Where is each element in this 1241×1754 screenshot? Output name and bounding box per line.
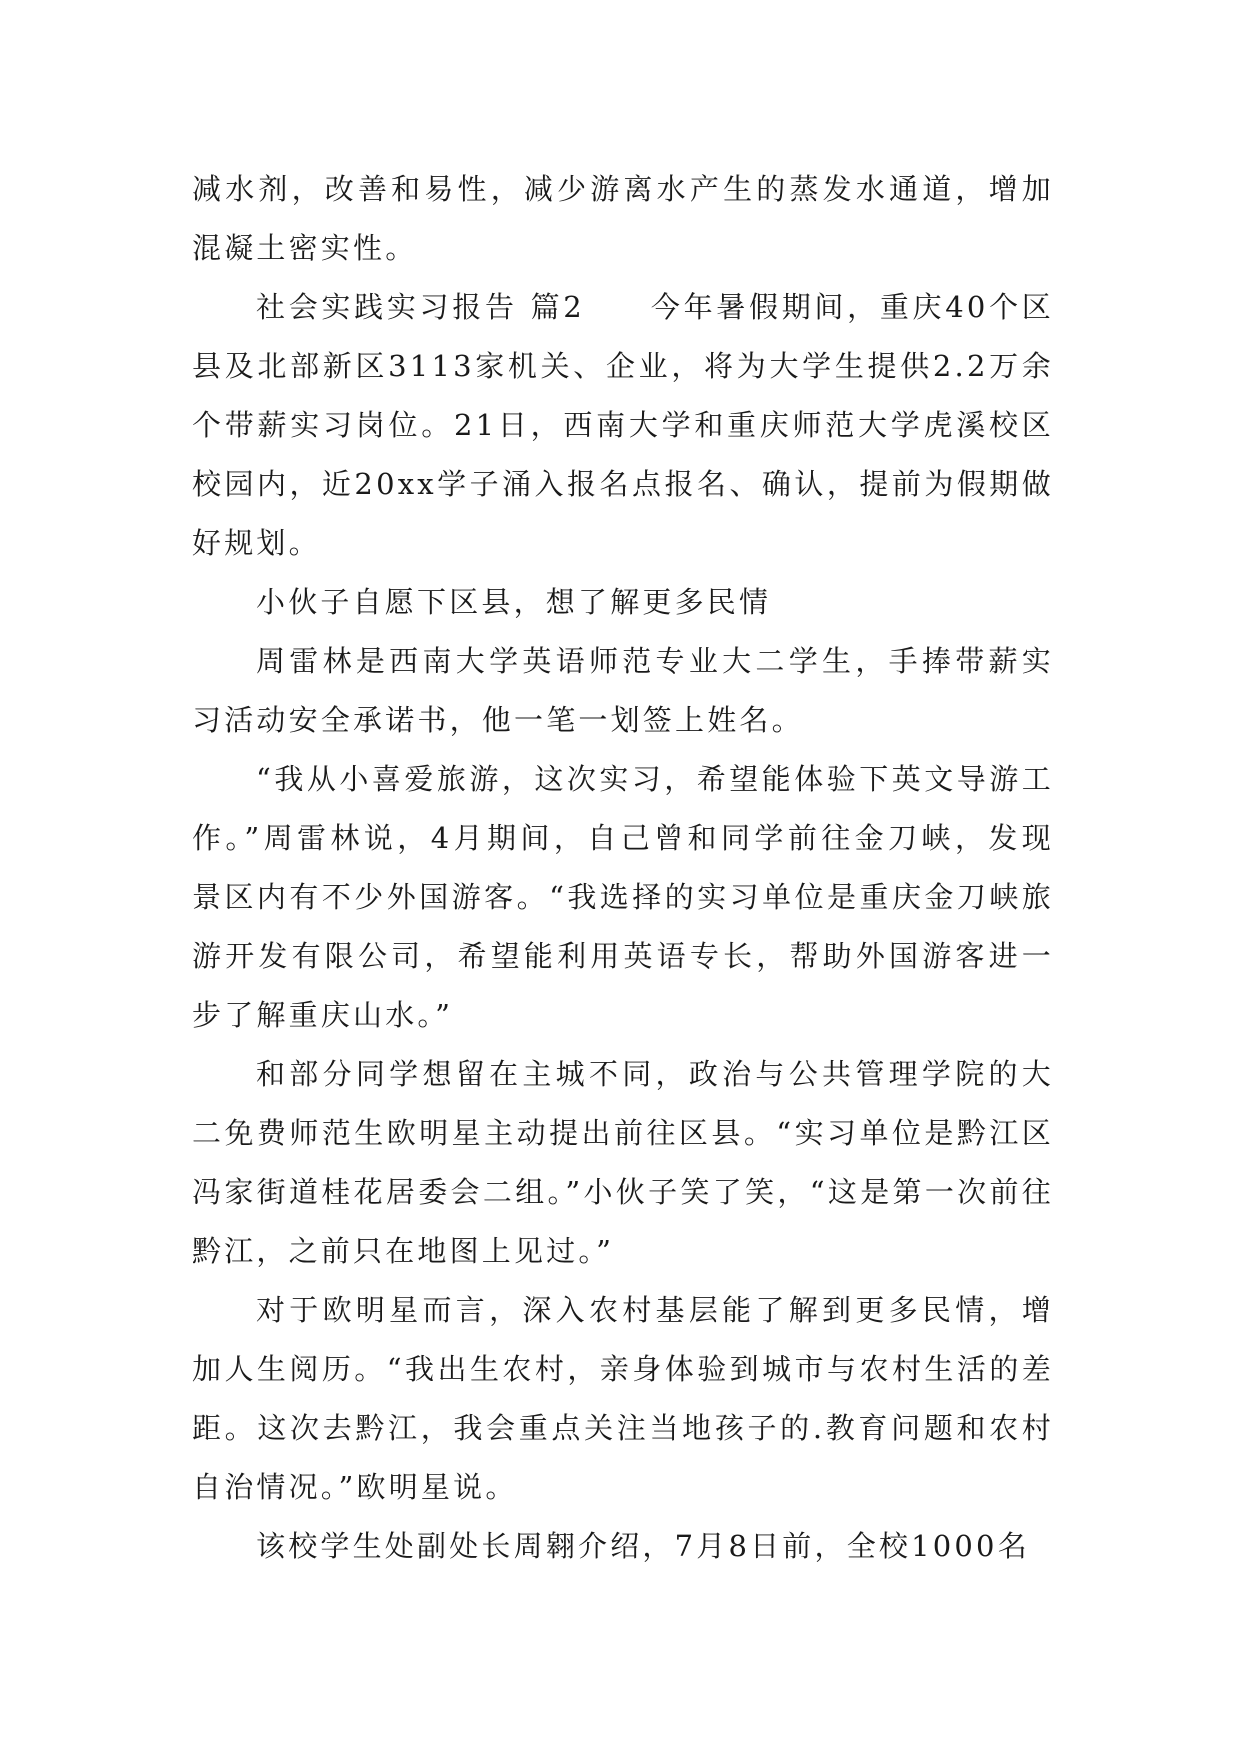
paragraph: 和部分同学想留在主城不同，政治与公共管理学院的大二免费师范生欧明星主动提出前往区县。“实习单位是黔江区冯家街道桂花居委会二组。”小伙子笑了笑，“这是第一次前往黔江，之前只在地图上见过。”	[192, 1057, 1054, 1268]
paragraph: 对于欧明星而言，深入农村基层能了解到更多民情，增加人生阅历。“我出生农村，亲身体验到城市与农村生活的差距。这次去黔江，我会重点关注当地孩子的.教育问题和农村自治情况。”欧明星说。	[192, 1293, 1054, 1504]
paragraph: “我从小喜爱旅游，这次实习，希望能体验下英文导游工作。”周雷林说，4月期间，自己曾和同学前往金刀峡，发现景区内有不少外国游客。“我选择的实习单位是重庆金刀峡旅游开发有限公司，希望能利用英语专长，帮助外国游客进一步了解重庆山水。”	[192, 762, 1054, 1032]
paragraph-section-heading: 社会实践实习报告 篇2 今年暑假期间，重庆40个区县及北部新区3113家机关、企业，将为大学生提供2.2万余个带薪实习岗位。21日，西南大学和重庆师范大学虎溪校区校园内，近20xx学子涌入报名点报名、确认，提前为假期做好规划。	[192, 290, 1054, 560]
paragraph: 周雷林是西南大学英语师范专业大二学生，手捧带薪实习活动安全承诺书，他一笔一划签上姓名。	[192, 644, 1054, 737]
article-body	[192, 160, 1054, 1576]
paragraph-subheading: 小伙子自愿下区县，想了解更多民情	[256, 585, 772, 619]
paragraph-continuation: 减水剂，改善和易性，减少游离水产生的蒸发水通道，增加混凝土密实性。	[192, 172, 1054, 265]
paragraph: 该校学生处副处长周翱介绍，7月8日前，全校1000名	[256, 1529, 1030, 1563]
